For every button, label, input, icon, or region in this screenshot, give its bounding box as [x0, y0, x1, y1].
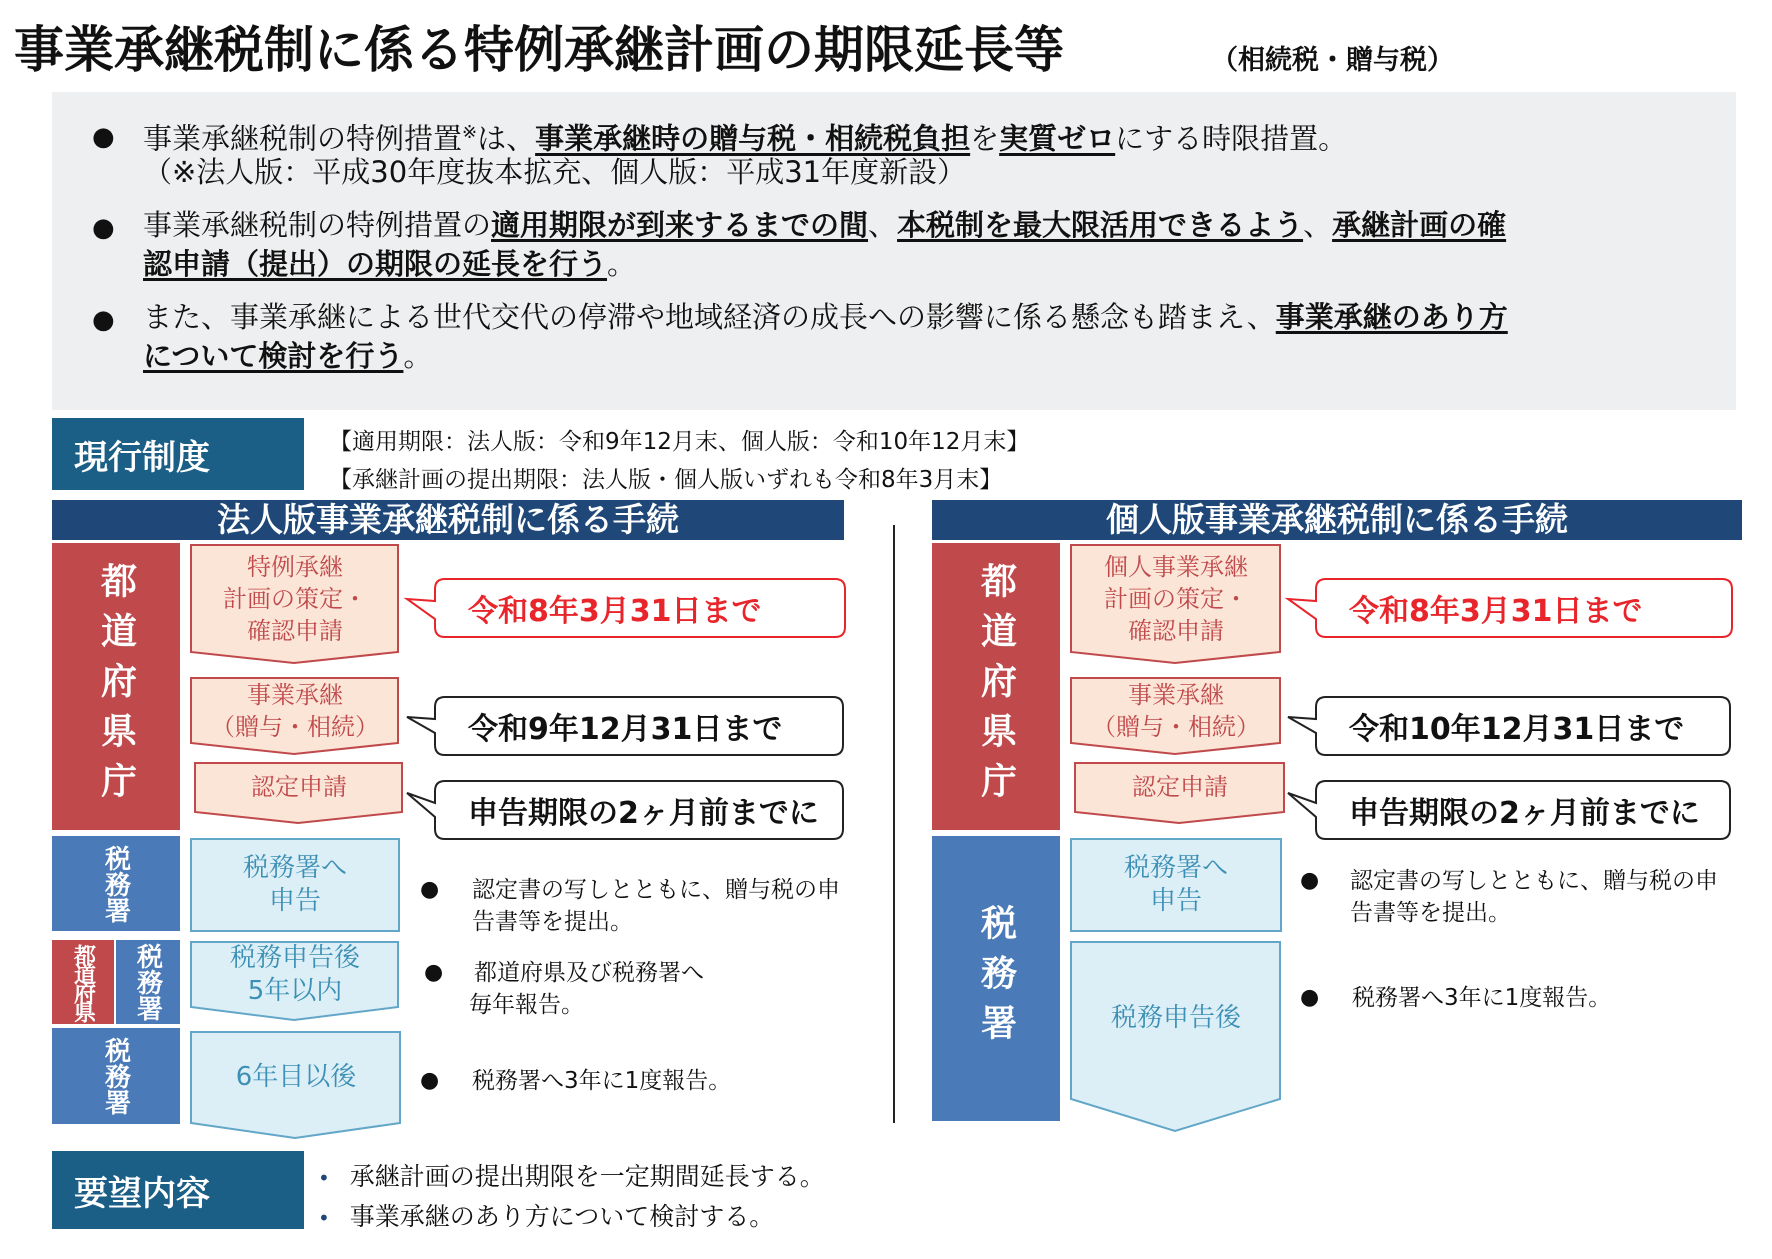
current-deadline-1: 【適用期限：法人版：令和9年12月末、個人版：令和10年12月末】	[329, 429, 1030, 455]
corp-note-3: ● 税務署へ3年に1度報告。	[420, 1068, 732, 1094]
corp-callout-deadline-succession: 令和9年12月31日まで	[468, 712, 783, 747]
indiv-note-2: ● 税務署へ3年に1度報告。	[1300, 985, 1612, 1011]
bullet-3-dot: ●	[92, 305, 115, 335]
indiv-tax-office: 税務署	[932, 836, 1060, 1121]
indiv-callout-certification: 申告期限の2ヶ月前までに	[1349, 796, 1700, 831]
summary-bullet-2-line-1: 事業承継税制の特例措置の適用期限が到来するまでの間、本税制を最大限活用できるよう、承継計画の確	[143, 208, 1507, 242]
indiv-section-header: 個人版事業承継税制に係る手続	[932, 500, 1742, 540]
corp-callout-deadline-plan: 令和8年3月31日まで	[468, 594, 762, 629]
corp-prefecture-small: 都道府県	[52, 940, 114, 1024]
indiv-box-certification: 認定申請	[1132, 773, 1228, 801]
corp-box-plan-confirmation: 特例承継 計画の策定・ 確認申請	[223, 553, 367, 645]
corp-prefecture-column: 都道府県庁	[52, 543, 180, 830]
bullet-1-dot: ●	[92, 122, 115, 152]
indiv-note-1: ● 認定書の写しとともに、贈与税の申告書等を提出。	[1300, 868, 1718, 926]
current-system-label: 現行制度	[52, 418, 304, 490]
corp-note-2: ● 都道府県及び税務署へ 毎年報告。	[424, 960, 704, 1018]
corp-tax-office-1: 税務署	[52, 836, 180, 931]
corp-tax-office-3: 税務署	[52, 1028, 180, 1124]
corp-box-tax-filing: 税務署へ 申告	[242, 853, 347, 916]
corp-callout-certification: 申告期限の2ヶ月前までに	[468, 796, 819, 831]
summary-bullet-3-line-1: また、事業承継による世代交代の停滞や地域経済の成長への影響に係る懸念も踏まえ、事業承継のあり方	[143, 300, 1508, 334]
summary-bullet-1-line-2: （※法人版：平成30年度抜本拡充、個人版：平成31年度新設）	[143, 155, 967, 189]
corp-box-within-5-years: 税務申告後 5年以内	[229, 943, 360, 1006]
request-item-2: • 事業承継のあり方について検討する。	[318, 1202, 775, 1231]
current-deadline-2: 【承継計画の提出期限：法人版・個人版いずれも令和8年3月末】	[329, 467, 1003, 493]
bullet-2-dot: ●	[92, 213, 115, 243]
corp-box-after-6-years: 6年目以後	[235, 1061, 357, 1092]
request-item-1: • 承継計画の提出期限を一定期間延長する。	[318, 1162, 825, 1191]
indiv-box-tax-filing: 税務署へ 申告	[1123, 853, 1228, 916]
indiv-box-after-filing: 税務申告後	[1110, 1002, 1241, 1033]
indiv-callout-deadline-plan: 令和8年3月31日まで	[1349, 594, 1643, 629]
summary-bullet-1-line-1: 事業承継税制の特例措置※は、事業承継時の贈与税・相続税負担を実質ゼロにする時限措置。	[143, 121, 1348, 156]
indiv-box-succession: 事業承継 （贈与・相続）	[1092, 681, 1260, 741]
request-label: 要望内容	[52, 1151, 304, 1229]
page-title: 事業承継税制に係る特例承継計画の期限延長等	[14, 21, 1064, 79]
page-subtitle: （相続税・贈与税）	[1211, 45, 1454, 76]
corp-box-certification: 認定申請	[251, 773, 347, 801]
corp-note-1: ● 認定書の写しとともに、贈与税の申告書等を提出。	[420, 877, 840, 935]
corp-section-header: 法人版事業承継税制に係る手続	[52, 500, 844, 540]
indiv-box-plan-confirmation: 個人事業承継 計画の策定・ 確認申請	[1104, 553, 1248, 645]
section-divider	[893, 525, 895, 1123]
corp-box-succession: 事業承継 （贈与・相続）	[211, 681, 379, 741]
summary-bullet-2-line-2: 認申請（提出）の期限の延長を行う。	[143, 247, 637, 281]
indiv-prefecture-column: 都道府県庁	[932, 543, 1060, 830]
corp-tax-office-2: 税務署	[116, 940, 180, 1024]
indiv-callout-deadline-succession: 令和10年12月31日まで	[1349, 712, 1685, 747]
summary-bullet-3-line-2: について検討を行う。	[143, 339, 433, 373]
